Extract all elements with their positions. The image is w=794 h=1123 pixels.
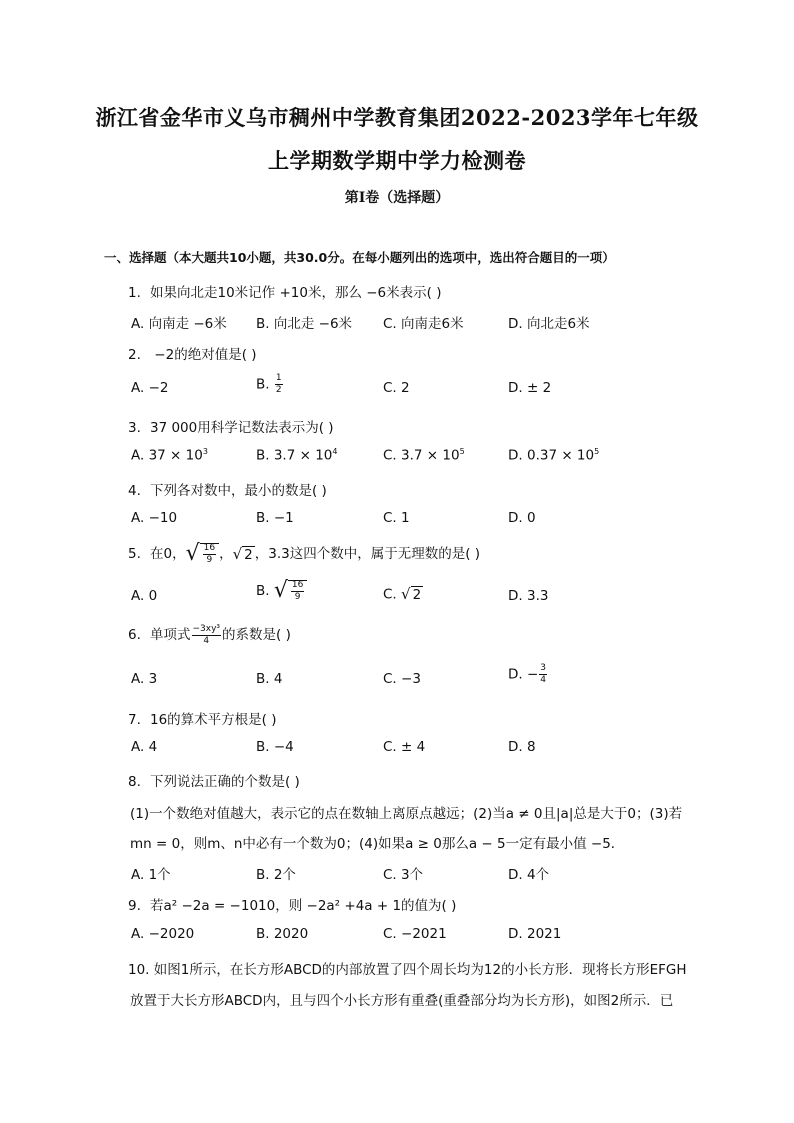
q2-option-b: [256, 374, 284, 395]
q9-option-b: B. 2020: [256, 926, 309, 942]
q9-option-a: A. −2020: [131, 926, 195, 942]
q7-option-c: C. ± 4: [383, 739, 426, 755]
q6-option-a: A. 3: [131, 671, 158, 687]
q8-option-b: B. 2个: [256, 867, 296, 883]
question-number: 2.: [128, 347, 141, 363]
question-1: [128, 281, 441, 301]
q1-option-c: C. 向南走6米: [383, 316, 464, 332]
question-number: 3.: [128, 420, 141, 436]
question-number: 9.: [128, 898, 141, 914]
q4-option-d: D. 0: [508, 510, 536, 526]
fraction: $\frac{1}{2}$: [275, 373, 282, 395]
question-text: 下列各对数中，最小的数是( ): [150, 483, 327, 499]
q5-option-c: C. √ 2: [383, 585, 422, 603]
question-7: [128, 708, 277, 728]
q7-option-b: B. −4: [256, 739, 294, 755]
q3-option-a: A. $37 \times 10^3$: [131, 447, 208, 464]
q8-option-a: A. 1个: [131, 867, 171, 883]
question-number: 6.: [128, 627, 141, 643]
sqrt: √ 2: [232, 544, 253, 563]
page-title: 浙江省金华市义乌市稠州中学教育集团2022-2023学年七年级: [95, 105, 699, 130]
question-number: 7.: [128, 712, 141, 728]
q9-option-c: C. −2021: [383, 926, 447, 942]
question-text: 若a² −2a = −1010，则 −2a² +4a + 1的值为( ): [150, 898, 457, 914]
page-title-line2: 上学期数学期中学力检测卷: [268, 148, 526, 173]
q1-option-a: A. 向南走 −6米: [131, 316, 227, 332]
q1-option-b: B. 向北走 −6米: [256, 316, 353, 332]
q7-option-a: A. 4: [131, 739, 158, 755]
q4-option-c: C. 1: [383, 510, 410, 526]
q5-option-b: B. √ $\frac{16}{9}$: [256, 580, 307, 602]
q5-option-d: D. 3.3: [508, 588, 549, 604]
question-6: 6. 单项式 $\frac{\text{−3xy³}}{4}$ 的系数是( ): [128, 623, 291, 646]
q8-option-d: D. 4个: [508, 867, 550, 883]
question-9: [128, 894, 456, 914]
question-text: 16的算术平方根是( ): [150, 712, 277, 728]
q8-option-c: C. 3个: [383, 867, 424, 883]
question-number: 5.: [128, 546, 141, 562]
q3-option-b: B. $3.7 \times 10^4$: [256, 447, 338, 464]
question-text: 下列说法正确的个数是( ): [150, 774, 300, 790]
q6-option-c: C. −3: [383, 671, 421, 687]
q9-option-d: D. 2021: [508, 926, 562, 942]
q2-option-d: D. ± 2: [508, 380, 552, 396]
question-10-line1: 10. 如图1所示，在长方形ABCD的内部放置了四个周长均为12的小长方形．现将长方形EFGH: [128, 962, 687, 978]
question-8: [128, 770, 300, 790]
q4-option-b: B. −1: [256, 510, 294, 526]
question-2: [128, 343, 257, 363]
question-text: 如果向北走10米记作 +10米，那么 −6米表示( ): [150, 285, 442, 301]
q3-option-d: D. $0.37 \times 10^5$: [508, 447, 600, 464]
question-5: 5. 在0， √ $\frac{16}{9}$ ， √ 2 ，3.3这四个数中，属于无理数的是( ): [128, 541, 481, 566]
q7-option-d: D. 8: [508, 739, 536, 755]
question-number: 8.: [128, 774, 141, 790]
option-label: B.: [256, 376, 270, 393]
q1-option-d: D. 向北走6米: [508, 316, 590, 332]
question-4: [128, 479, 327, 499]
question-10-line2: 放置于大长方形ABCD内，且与四个小长方形有重叠(重叠部分均为长方形)，如图2所示．已: [130, 993, 674, 1009]
question-number: 1.: [128, 285, 141, 301]
fraction: $\frac{\text{−3xy³}}{4}$: [192, 623, 221, 646]
sqrt-fraction: √ $\frac{16}{9}$: [186, 543, 219, 565]
section-heading: 一、选择题（本大题共10小题，共30.0分。在每小题列出的选项中，选出符合题目的一项）: [104, 250, 615, 265]
q3-option-c: C. $3.7 \times 10^5$: [383, 447, 465, 464]
q2-option-a: A. −2: [131, 380, 169, 396]
q6-option-b: B. 4: [256, 671, 283, 687]
question-3: [128, 416, 334, 436]
page-subtitle: 第I卷（选择题）: [344, 190, 450, 206]
q6-option-d: D. − $\frac{3}{4}$: [508, 663, 547, 685]
question-text: 37 000用科学记数法表示为( ): [150, 420, 334, 436]
q5-option-a: A. 0: [131, 588, 158, 604]
q2-option-c: C. 2: [383, 380, 410, 396]
question-number: 4.: [128, 483, 141, 499]
question-text: −2的绝对值是( ): [150, 347, 257, 363]
q4-option-a: A. −10: [131, 510, 178, 526]
q8-statement-line2: mn = 0，则m、n中必有一个数为0；(4)如果a ≥ 0那么a − 5一定有最小值 −5．: [130, 836, 625, 852]
q8-statement-line1: (1)一个数绝对值越大，表示它的点在数轴上离原点越远；(2)当a ≠ 0且|a|总是大于0；(3)若: [130, 806, 683, 822]
